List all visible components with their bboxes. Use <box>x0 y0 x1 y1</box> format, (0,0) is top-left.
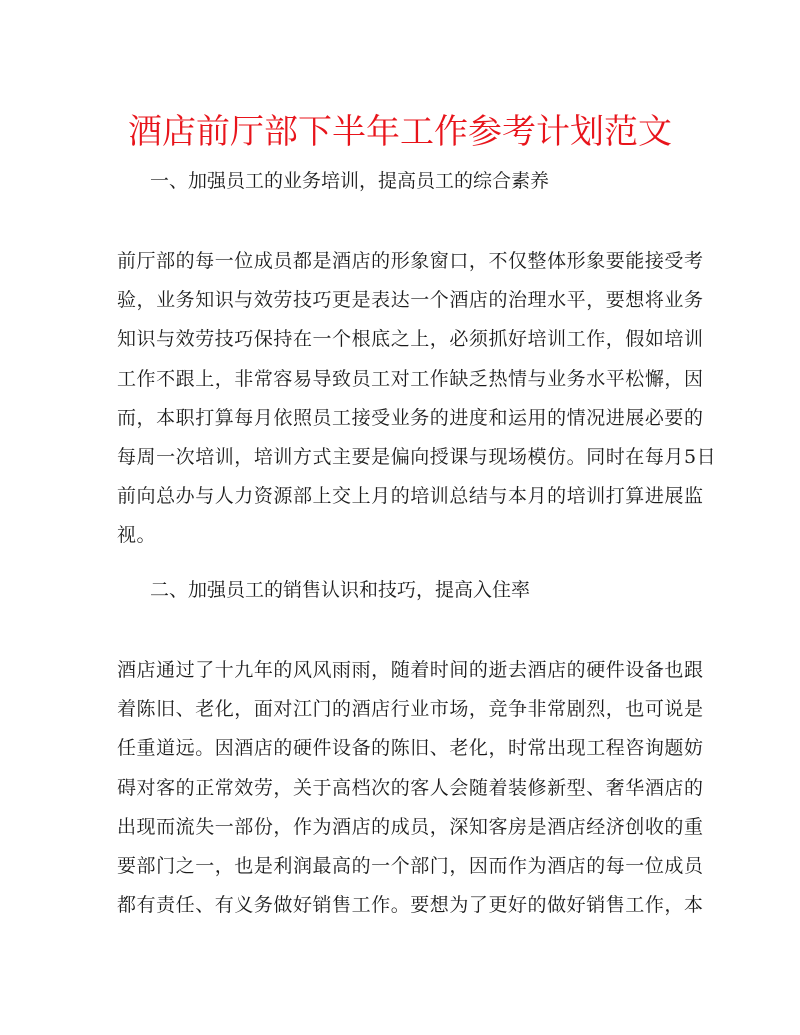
paragraph-line: 前厅部的每一位成员都是酒店的形象窗口，不仅整体形象要能接受考 <box>117 250 704 272</box>
paragraph-line: 验，业务知识与效劳技巧更是表达一个酒店的治理水平，要想将业务 <box>117 289 704 312</box>
paragraph-line: 碍对客的正常效劳，关于高档次的客人会随着装修新型、奢华酒店的 <box>117 776 704 799</box>
paragraph-line: 知识与效劳技巧保持在一个根底之上，必须抓好培训工作，假如培训 <box>117 328 704 351</box>
section-heading-1: 一、加强员工的业务培训，提高员工的综合素养 <box>150 170 550 192</box>
paragraph-line: 前向总办与人力资源部上交上月的培训总结与本月的培训打算进展监 <box>117 485 704 508</box>
paragraph-line: 每周一次培训，培训方式主要是偏向授课与现场模仿。同时在每月5日 <box>117 445 717 468</box>
document-title: 酒店前厅部下半年工作参考计划范文 <box>128 112 672 152</box>
section-1-paragraph <box>117 242 717 556</box>
paragraph-line: 出现而流失一部份，作为酒店的成员，深知客房是酒店经济创收的重 <box>117 815 704 838</box>
section-2-paragraph <box>117 651 704 925</box>
paragraph-line: 要部门之一，也是利润最高的一个部门，因而作为酒店的每一位成员 <box>117 854 704 877</box>
section-heading-2: 二、加强员工的销售认识和技巧，提高入住率 <box>150 579 531 601</box>
paragraph-line: 都有责任、有义务做好销售工作。要想为了更好的做好销售工作，本 <box>117 894 704 917</box>
paragraph-line: 工作不跟上，非常容易导致员工对工作缺乏热情与业务水平松懈，因 <box>117 367 704 390</box>
paragraph-line: 任重道远。因酒店的硬件设备的陈旧、老化，时常出现工程咨询题妨 <box>117 737 704 760</box>
paragraph-line: 视。 <box>117 524 157 547</box>
paragraph-line: 着陈旧、老化，面对江门的酒店行业市场，竞争非常剧烈，也可说是 <box>117 698 704 721</box>
paragraph-line: 而，本职打算每月依照员工接受业务的进度和运用的情况进展必要的 <box>117 406 704 429</box>
paragraph-line: 酒店通过了十九年的风风雨雨，随着时间的逝去酒店的硬件设备也跟 <box>117 659 704 681</box>
